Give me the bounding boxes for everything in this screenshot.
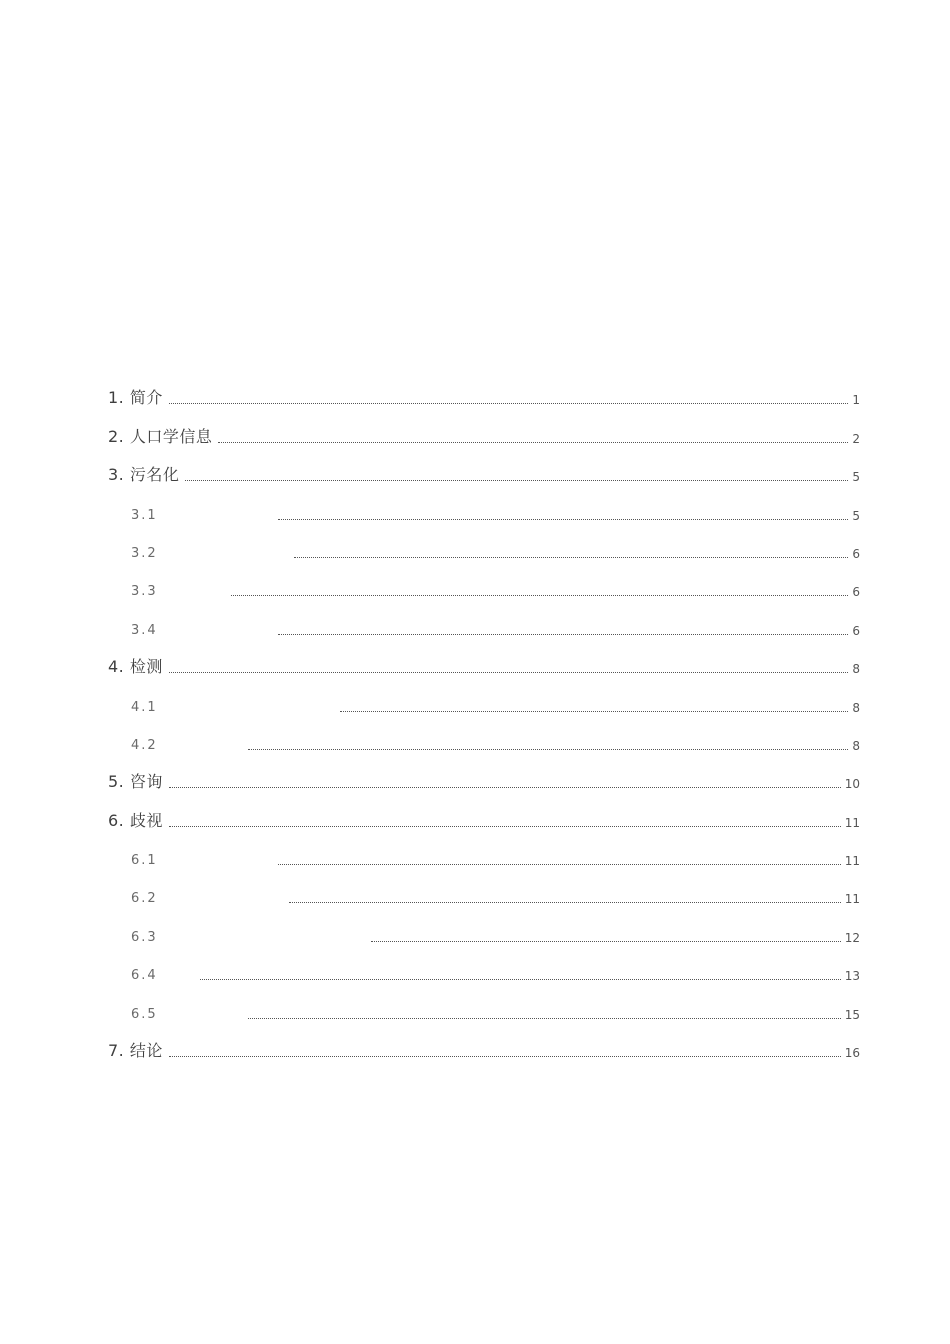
toc-page-number: 15	[844, 1007, 860, 1022]
toc-entry-label: 3.3	[131, 584, 158, 600]
dot-leader	[169, 672, 849, 673]
toc-entry-label: 6. 歧视	[108, 810, 163, 830]
toc-page-number: 13	[844, 969, 860, 984]
dot-leader	[169, 826, 841, 827]
toc-page-number: 8	[852, 700, 860, 715]
dot-leader	[278, 519, 849, 520]
toc-entry-4-1[interactable]	[108, 684, 860, 722]
toc-entry-label: 3.2	[131, 545, 158, 561]
toc-entry-label: 5. 咨询	[108, 772, 163, 792]
toc-page-number: 12	[844, 930, 860, 945]
toc-entry-label: 7. 结论	[108, 1041, 163, 1061]
toc-entry-3-3[interactable]	[108, 569, 860, 607]
toc-entry-label: 4.1	[131, 699, 158, 715]
toc-entry-label: 6.5	[131, 1006, 158, 1022]
toc-entry-label: 6.4	[131, 968, 158, 984]
toc-entry-6[interactable]	[108, 799, 860, 837]
toc-entry-4-2[interactable]	[108, 723, 860, 761]
toc-entry-3[interactable]	[108, 454, 860, 492]
toc-page-number: 16	[844, 1046, 860, 1061]
toc-entry-5[interactable]	[108, 761, 860, 799]
dot-leader	[169, 1056, 841, 1057]
dot-leader	[169, 787, 841, 788]
dot-leader	[231, 595, 849, 596]
toc-page-number: 6	[852, 585, 860, 600]
dot-leader	[289, 902, 841, 903]
dot-leader	[278, 634, 849, 635]
dot-leader	[200, 979, 841, 980]
toc-page-number: 1	[852, 393, 860, 408]
toc-entry-3-4[interactable]	[108, 607, 860, 645]
dot-leader	[248, 1018, 841, 1019]
table-of-contents	[108, 377, 860, 1068]
toc-entry-6-1[interactable]	[108, 838, 860, 876]
toc-page-number: 11	[844, 854, 860, 869]
toc-entry-2[interactable]	[108, 415, 860, 453]
toc-entry-6-2[interactable]	[108, 876, 860, 914]
toc-page-number: 5	[852, 508, 860, 523]
toc-entry-3-2[interactable]	[108, 531, 860, 569]
toc-page-number: 8	[852, 662, 860, 677]
toc-entry-label: 4. 检测	[108, 657, 163, 677]
toc-entry-label: 2. 人口学信息	[108, 426, 213, 446]
toc-page-number: 6	[852, 546, 860, 561]
dot-leader	[248, 749, 849, 750]
toc-entry-7[interactable]	[108, 1030, 860, 1068]
toc-page-number: 2	[852, 431, 860, 446]
dot-leader	[218, 442, 848, 443]
toc-entry-6-5[interactable]	[108, 991, 860, 1029]
toc-page-number: 11	[844, 892, 860, 907]
dot-leader	[278, 864, 841, 865]
toc-page-number: 6	[852, 623, 860, 638]
dot-leader	[340, 711, 849, 712]
toc-entry-1[interactable]	[108, 377, 860, 415]
toc-page-number: 8	[852, 738, 860, 753]
toc-entry-6-4[interactable]	[108, 953, 860, 991]
toc-page-number: 10	[844, 777, 860, 792]
toc-entry-label: 1. 简介	[108, 388, 163, 408]
dot-leader	[169, 403, 849, 404]
toc-entry-label: 6.3	[131, 929, 158, 945]
toc-entry-label: 6.2	[131, 891, 158, 907]
toc-page-number: 5	[852, 470, 860, 485]
toc-entry-label: 3.1	[131, 507, 158, 523]
toc-entry-label: 3. 污名化	[108, 465, 180, 485]
toc-entry-6-3[interactable]	[108, 914, 860, 952]
toc-entry-label: 3.4	[131, 622, 158, 638]
toc-entry-label: 6.1	[131, 853, 158, 869]
dot-leader	[294, 557, 849, 558]
toc-page-number: 11	[844, 815, 860, 830]
toc-entry-3-1[interactable]	[108, 492, 860, 530]
toc-entry-label: 4.2	[131, 737, 158, 753]
toc-entry-4[interactable]	[108, 646, 860, 684]
dot-leader	[371, 941, 841, 942]
dot-leader	[185, 480, 848, 481]
